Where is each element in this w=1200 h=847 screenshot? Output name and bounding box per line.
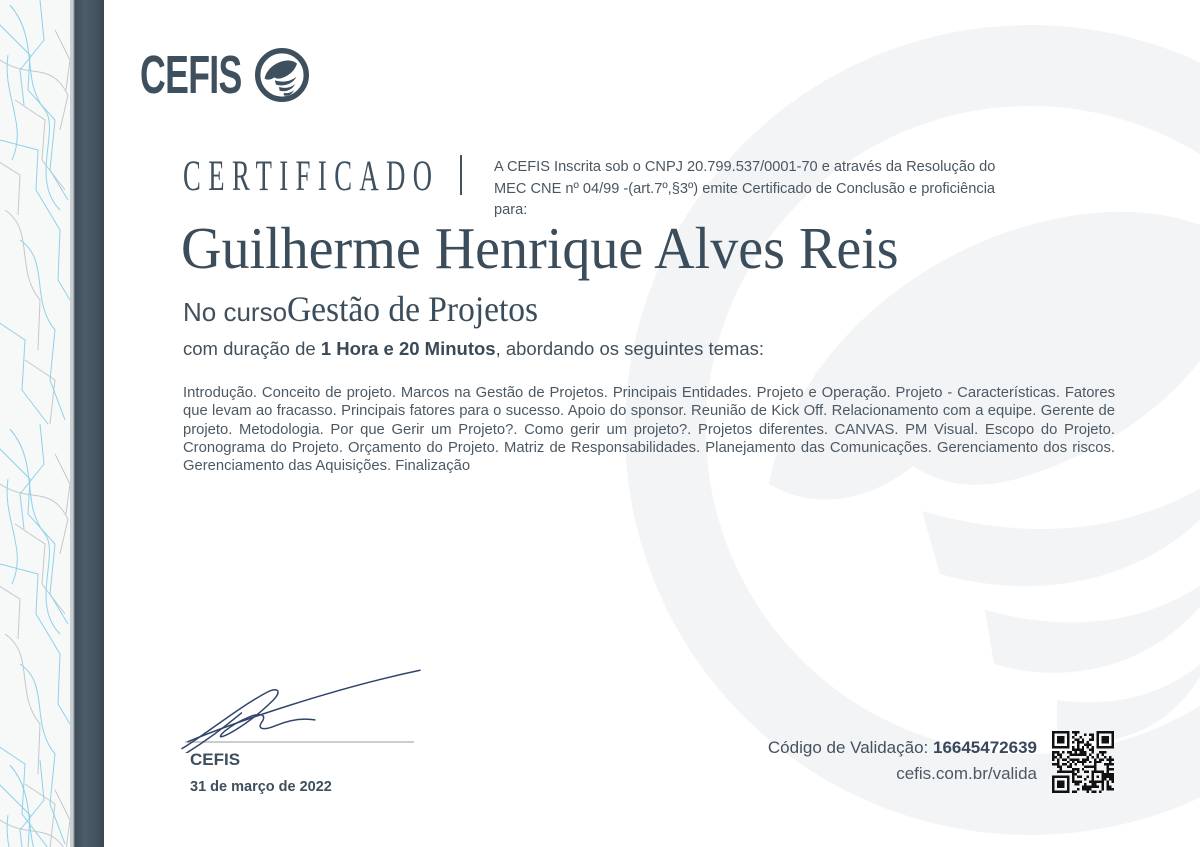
- duration-prefix: com duração de: [183, 338, 321, 359]
- signature-scribble: [176, 658, 424, 753]
- course-name: Gestão de Projetos: [287, 289, 539, 329]
- issuer-statement: A CEFIS Inscrita sob o CNPJ 20.799.537/0001-70 e através da Resolução do MEC CNE nº 04/99 -(art.7º,§3º) emite Certificado de Conclusão e proficiência para:: [494, 159, 996, 219]
- duration-suffix: , abordando os seguintes temas:: [495, 338, 764, 359]
- vertical-divider: [460, 155, 462, 195]
- left-accent-bar: [70, 0, 104, 847]
- validation-url: cefis.com.br/valida: [896, 764, 1037, 783]
- qr-code: [1052, 731, 1114, 793]
- course-prefix: No curso: [183, 297, 288, 327]
- validation-label: Código de Validação:: [767, 738, 933, 757]
- validation-code: 16645472639: [932, 738, 1037, 757]
- cefis-logo-icon: [252, 45, 312, 105]
- recipient-name: Guilherme Henrique Alves Reis: [181, 215, 899, 281]
- course-duration-line: [183, 338, 764, 360]
- validation-block: [768, 738, 1037, 784]
- brand-name: CEFIS: [140, 45, 242, 105]
- course-duration: 1 Hora e 20 Minutos: [320, 338, 496, 359]
- course-topics: Introdução. Conceito de projeto. Marcos na Gestão de Projetos. Principais Entidades. Projeto e Operação. Projeto - Características. Fatores que levam ao fracasso. Principais fatores para o sucesso. Apoio do sponsor. Reunião de Kick Off. Relacionamento com a equipe. Gerente de projeto. Metodologia. Por que Gerir um Projeto?. Como gerir um projeto?. Projetos diferentes. CANVAS. PM Visual. Escopo do Projeto. Cronograma do Projeto. Orçamento do Projeto. Matriz de Responsabilidades. Planejamento das Comunicações. Gerenciamento dos riscos. Gerenciamento das Aquisições. Finalização: [183, 385, 1115, 475]
- brand-logo: [140, 44, 312, 106]
- issue-date: 31 de março de 2022: [190, 779, 332, 795]
- certificate-title: CERTIFICADO: [183, 153, 440, 200]
- decorative-line-pattern: [0, 0, 72, 847]
- course-line: [183, 288, 557, 330]
- validation-code-line: [768, 738, 1037, 758]
- signer-name: CEFIS: [190, 750, 241, 769]
